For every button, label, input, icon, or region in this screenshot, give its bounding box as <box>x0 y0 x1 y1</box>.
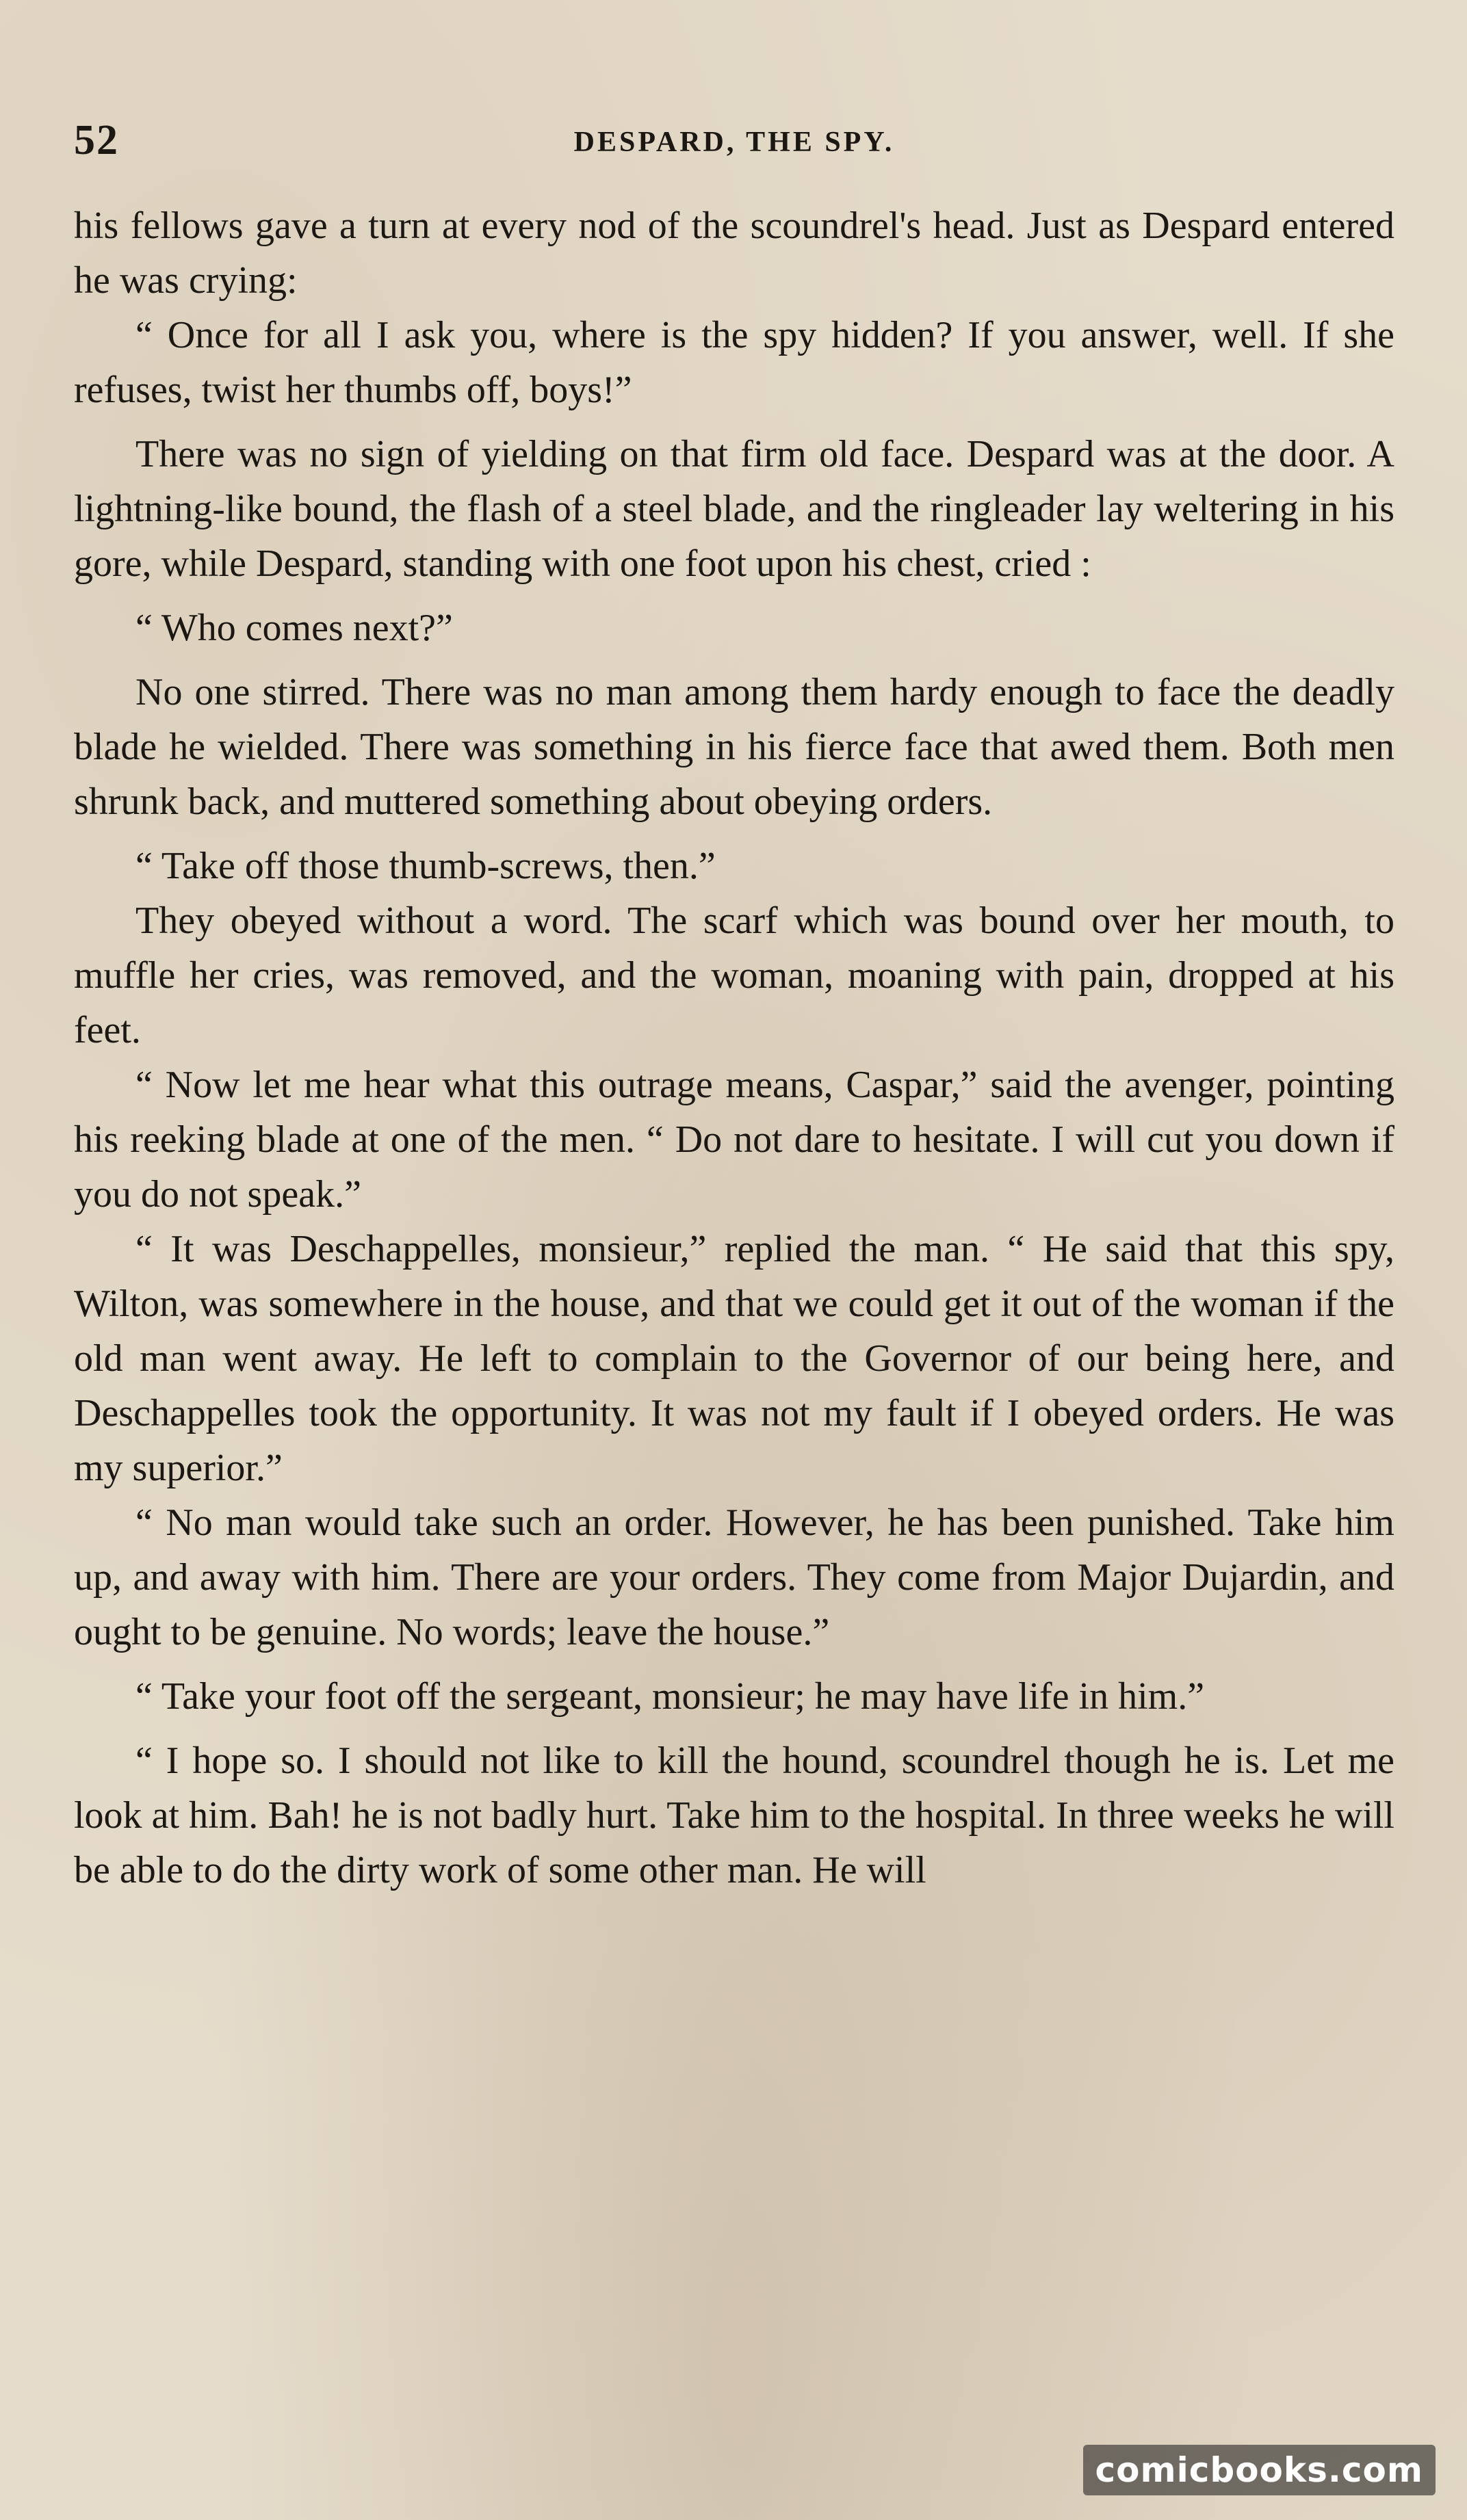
watermark-label: comicbooks.com <box>1083 2445 1436 2495</box>
paragraph: “ Take your foot off the sergeant, monsieur; he may have life in him.” <box>135 1675 1205 1718</box>
page-header <box>74 116 1394 171</box>
paragraph: his fellows gave a turn at every nod of the scoundrel's head. Just as Despard entered he was crying: <box>74 205 1394 302</box>
paragraph: “ Now let me hear what this outrage means, Caspar,” said the avenger, pointing his reeking blade at one of the men. “ Do not dare to hesitate. I will cut you down if you do not speak.” <box>74 1064 1394 1216</box>
paragraph: “ Once for all I ask you, where is the spy hidden? If you answer, well. If she refuses, twist her thumbs off, boys!” <box>74 314 1394 411</box>
running-title: DESPARD, THE SPY. <box>573 127 895 158</box>
paragraph: “ Who comes next?” <box>135 607 453 649</box>
paragraph: “ Take off those thumb-screws, then.” <box>135 845 716 887</box>
paragraph: They obeyed without a word. The scarf which was bound over her mouth, to muffle her cries, was removed, and the woman, moaning with pain, dropped at his feet. <box>74 900 1394 1051</box>
paragraph: “ I hope so. I should not like to kill the hound, scoundrel though he is. Let me look at him. Bah! he is not badly hurt. Take him to the hospital. In three weeks he will be able to do the dirty work of some other man. He will <box>74 1740 1394 1891</box>
paragraph: “ No man would take such an order. However, he has been punished. Take him up, and away with him. There are your orders. They come from Major Dujardin, and ought to be genuine. No words; leave the house.” <box>74 1501 1394 1653</box>
body-text <box>74 198 1394 1898</box>
paragraph: “ It was Deschappelles, monsieur,” replied the man. “ He said that this spy, Wilton, was somewhere in the house, and that we could get it out of the woman if the old man went away. He left to complain to the Governor of our being here, and Deschappelles took the opportunity. It was not my fault if I obeyed orders. He was my superior.” <box>74 1228 1394 1489</box>
page-number: 52 <box>74 117 119 163</box>
book-page <box>74 116 1394 1898</box>
paragraph: There was no sign of yielding on that firm old face. Despard was at the door. A lightning-like bound, the flash of a steel blade, and the ringleader lay weltering in his gore, while Despard, standing with one foot upon his chest, cried : <box>74 433 1394 585</box>
paragraph: No one stirred. There was no man among them hardy enough to face the deadly blade he wielded. There was something in his fierce face that awed them. Both men shrunk back, and muttered something about obeying orders. <box>74 671 1394 823</box>
